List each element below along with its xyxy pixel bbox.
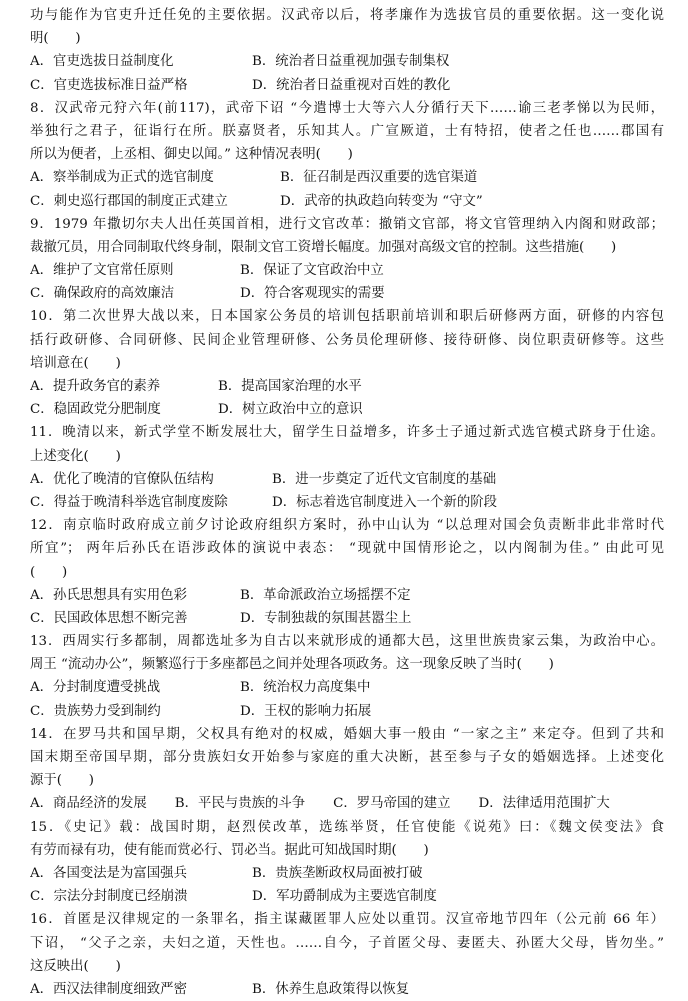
option-b: B．休养生息政策得以恢复	[252, 981, 410, 997]
options-row	[30, 398, 664, 421]
question-stem-line: 举独行之君子，征诣行在所。朕嘉贤者，乐知其人。广宣厥道，士有特招，使者之任也……郡国有	[30, 123, 664, 139]
question-stem-line: 11．晚清以来，新式学堂不断发展壮大，留学生日益增多，许多士子通过新式选官模式跻身于仕途。	[30, 425, 664, 441]
question-stem-line: 所宜”； 两年后孙氏在语涉政体的演说中表态： “现就中国情形论之，以内阁制为佳。” 由此可见	[30, 541, 664, 557]
question-stem-line: 9．1979 年撒切尔夫人出任英国首相，进行文官改革：撤销文官部，将文官管理纳入内阁和财政部；	[30, 216, 664, 232]
question-stem-line: 培训意在( )	[30, 355, 121, 371]
options-row	[30, 259, 664, 282]
question-stem-line: 功与能作为官吏升迁任免的主要依据。汉武帝以后，将孝廉作为选拔官员的重要依据。这一变化说	[30, 8, 664, 23]
option-c: C．刺史巡行郡国的制度正式建立	[30, 193, 228, 209]
option-b: B．进一步奠定了近代文官制度的基础	[272, 471, 497, 487]
question-16	[30, 908, 664, 1001]
option-a: A．各国变法是为富国强兵	[30, 865, 187, 881]
question-7	[30, 4, 664, 97]
option-d: D．法律适用范围扩大	[478, 796, 610, 812]
options-row	[30, 375, 664, 398]
question-stem-line: 源于( )	[30, 773, 95, 789]
question-stem-line: 8．汉武帝元狩六年(前117)，武帝下诏 “今遣博士大等六人分循行天下……谕三老孝悌以为民师，	[30, 100, 664, 116]
question-stem-line: 下诏， “父子之亲，夫妇之道，天性也。……自今，子首匿父母、妻匿夫、孙匿大父母，皆勿坐。”	[30, 935, 664, 951]
question-stem-line: 这反映出( )	[30, 958, 121, 974]
question-stem-line: 明( )	[30, 31, 81, 47]
option-a: A．察举制成为正式的选官制度	[30, 170, 214, 186]
option-a: A．维护了文官常任原则	[30, 263, 174, 279]
option-d: D．专制独裁的氛围甚嚣尘上	[240, 610, 412, 626]
option-b: B．统治权力高度集中	[240, 680, 371, 696]
options-row	[30, 792, 664, 815]
option-a: A．商品经济的发展	[30, 796, 147, 812]
option-b: B．统治者日益重视加强专制集权	[252, 54, 450, 70]
question-stem-line: 有劳而禄有功，使有能而赏必行、罚必当。据此可知战国时期( )	[30, 842, 429, 858]
question-stem-line: 上述变化( )	[30, 448, 121, 464]
option-a: A．西汉法律制度细致严密	[30, 981, 187, 997]
options-row	[30, 978, 664, 1001]
option-b: B．保证了文官政治中立	[240, 263, 384, 279]
option-d: D．武帝的执政趋向转变为 “守文”	[280, 193, 483, 209]
option-a: A．优化了晚清的官僚队伍结构	[30, 471, 214, 487]
options-row	[30, 468, 664, 491]
options-row	[30, 607, 664, 630]
question-stem-line: 所以为便者，上丞相、御史以闻。” 这种情况表明( )	[30, 147, 353, 163]
question-13	[30, 630, 664, 723]
option-c: C．民国政体思想不断完善	[30, 610, 188, 626]
options-row	[30, 50, 664, 73]
option-c: C．宗法分封制度已经崩溃	[30, 889, 188, 905]
question-stem-line: 15．《史记》载：战国时期，赵烈侯改革，选练举贤，任官使能《说苑》曰：《魏文侯变法》食	[30, 819, 664, 835]
question-stem-line: 12．南京临时政府成立前夕讨论政府组织方案时，孙中山认为 “以总理对国会负责断非此非常时代	[30, 518, 664, 534]
question-15	[30, 816, 664, 909]
question-stem-line: 10．第二次世界大战以来，日本国家公务员的培训包括职前培训和职后研修两方面，研修的内容包	[30, 309, 664, 325]
question-10	[30, 305, 664, 421]
options-row	[30, 700, 664, 723]
options-row	[30, 862, 664, 885]
option-d: D．军功爵制成为主要选官制度	[252, 889, 437, 905]
question-12	[30, 514, 664, 630]
option-a: A．孙氏思想具有实用色彩	[30, 587, 187, 603]
question-stem-line: 13．西周实行多都制，周都选址多为自古以来就形成的通都大邑，这里世族贵家云集，为政治中心。	[30, 634, 664, 650]
option-b: B．征召制是西汉重要的选官渠道	[280, 170, 478, 186]
question-stem-line: 16．首匿是汉律规定的一条罪名，指主谋藏匿罪人应处以重罚。汉宣帝地节四年（公元前 66 年）	[30, 912, 664, 928]
question-8	[30, 97, 664, 213]
option-b: B．提高国家治理的水平	[218, 379, 362, 394]
option-d: D．统治者日益重视对百姓的教化	[252, 77, 451, 93]
question-11	[30, 421, 664, 514]
option-c: C．贵族势力受到制约	[30, 703, 161, 719]
option-a: A．分封制度遭受挑战	[30, 680, 161, 696]
option-d: D．树立政治中立的意识	[218, 402, 363, 418]
options-row	[30, 190, 664, 213]
question-stem-line: 括行政研修、合同研修、民间企业管理研修、公务员伦理研修、接待研修、岗位职责研修等。这些	[30, 332, 664, 348]
options-row	[30, 166, 664, 189]
option-c: C．得益于晚清科举选官制度废除	[30, 494, 228, 510]
option-c: C．官吏选拔标准日益严格	[30, 77, 188, 93]
question-9	[30, 213, 664, 306]
options-row	[30, 74, 664, 97]
options-row	[30, 885, 664, 908]
question-14	[30, 723, 664, 816]
option-d: D．符合客观现实的需要	[240, 286, 385, 302]
options-row	[30, 491, 664, 514]
question-stem-line: 国末期至帝国早期，部分贵族妇女开始参与家庭的重大决断，甚至参与子女的婚姻选择。上述变化	[30, 750, 664, 765]
question-stem-line: 14．在罗马共和国早期，父权具有绝对的权威，婚姻大事一般由 “一家之主” 来定夺。但到了共和	[30, 726, 664, 742]
option-b: B．贵族垄断政权局面被打破	[252, 865, 423, 881]
exam-page	[30, 4, 664, 1001]
options-row	[30, 584, 664, 607]
option-c: C．罗马帝国的建立	[333, 796, 451, 812]
option-b: B．革命派政治立场摇摆不定	[240, 587, 411, 603]
question-stem-line: 周王 “流动办公”，频繁巡行于多座都邑之间并处理各项政务。这一现象反映了当时( )	[30, 657, 554, 673]
option-d: D．标志着选官制度进入一个新的阶段	[272, 494, 497, 510]
option-c: C．确保政府的高效廉洁	[30, 286, 175, 302]
option-b: B．平民与贵族的斗争	[174, 796, 306, 812]
question-stem-line: 裁撤冗员，用合同制取代终身制，限制文官工资增长幅度。加强对高级文官的控制。这些措施( )	[30, 239, 617, 255]
option-a: A．官吏选拔日益制度化	[30, 54, 174, 70]
options-row	[30, 676, 664, 699]
options-row	[30, 282, 664, 305]
option-c: C．稳固政党分肥制度	[30, 402, 161, 418]
question-stem-line: ( )	[30, 564, 68, 580]
option-a: A．提升政务官的素养	[30, 379, 161, 394]
option-d: D．王权的影响力拓展	[240, 703, 372, 719]
